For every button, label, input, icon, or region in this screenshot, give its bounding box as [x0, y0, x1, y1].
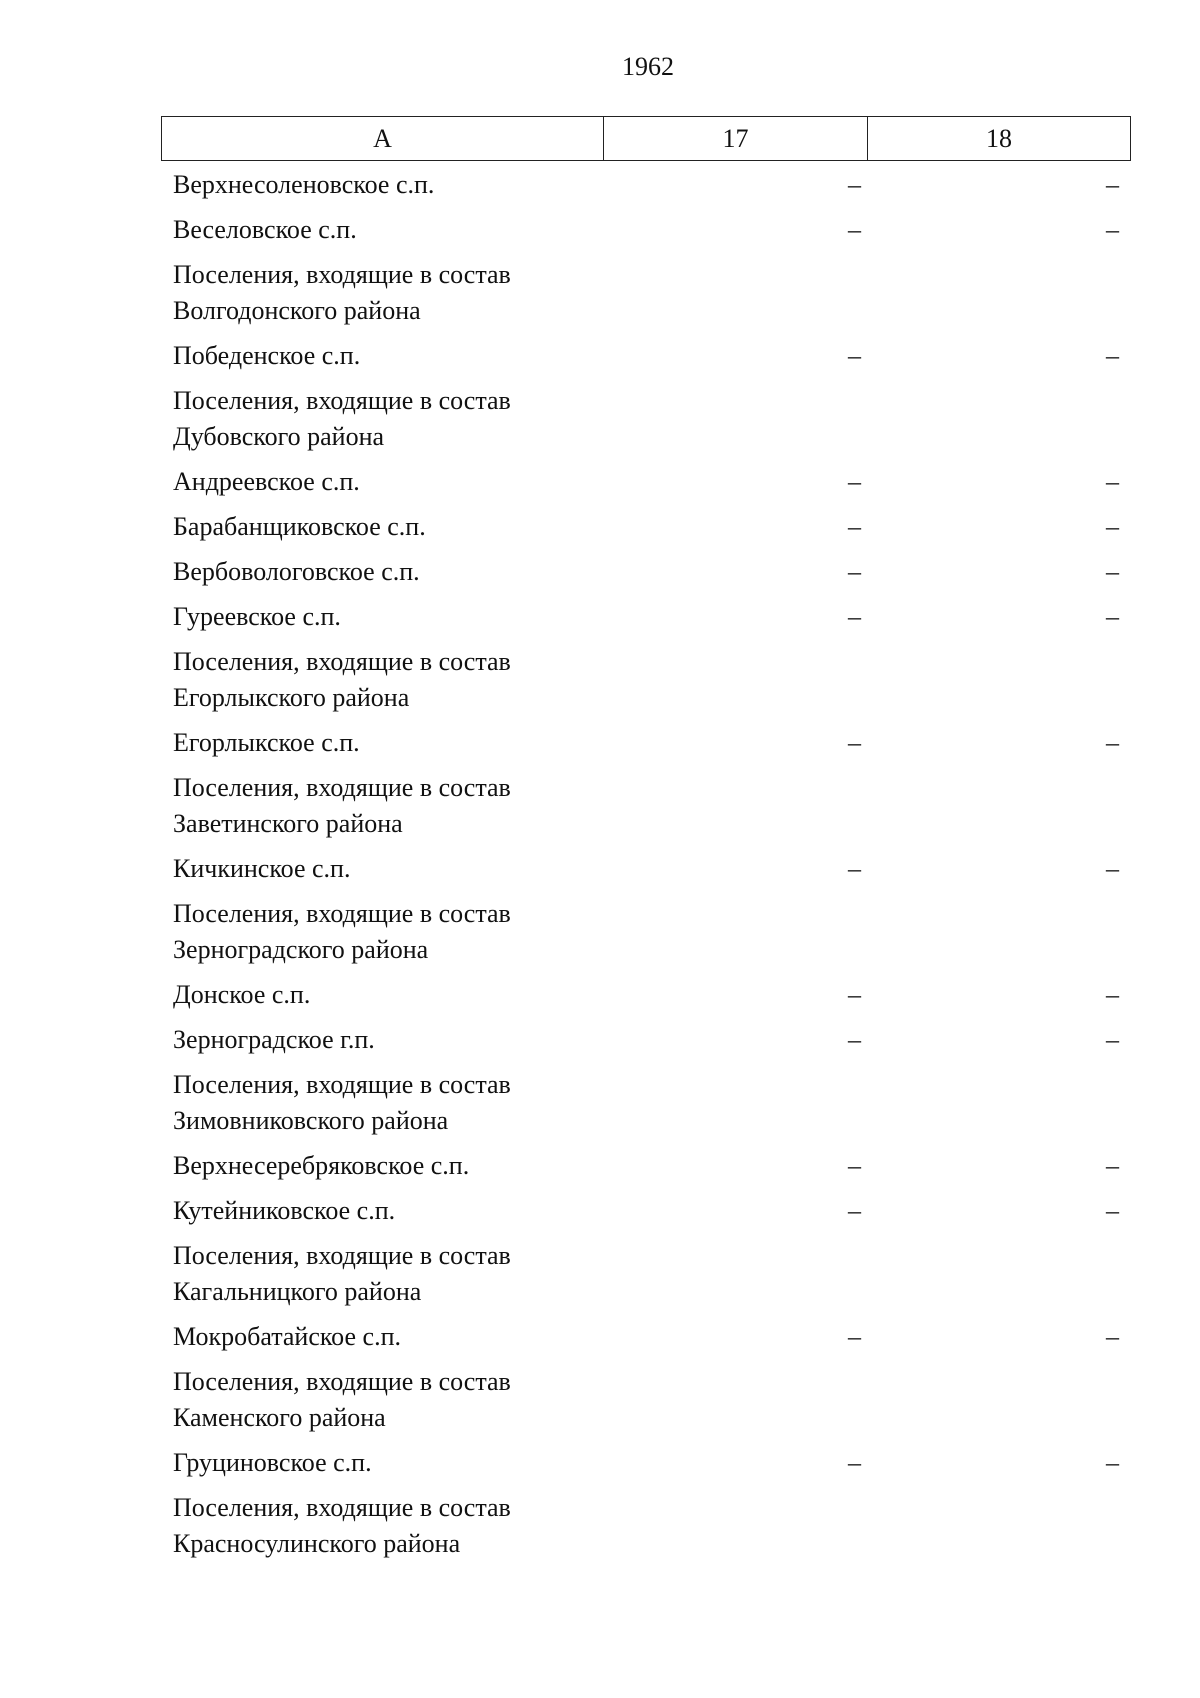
- value-17: –: [848, 1448, 861, 1477]
- value-17: –: [848, 512, 861, 541]
- group-heading-line-1: Поселения, входящие в состав: [173, 647, 511, 676]
- table-row: [161, 1022, 1131, 1058]
- value-17-cell: [603, 338, 867, 374]
- group-heading-row: [161, 1490, 1131, 1562]
- value-18: –: [1106, 1448, 1119, 1477]
- value-18-cell: [867, 212, 1131, 248]
- settlement-name: Зерноградское г.п.: [173, 1025, 375, 1054]
- group-heading-row: [161, 1364, 1131, 1436]
- value-17-cell: [603, 1148, 867, 1184]
- group-heading-line-1: Поселения, входящие в состав: [173, 773, 511, 802]
- group-heading-line-2: Егорлыкского района: [173, 683, 410, 712]
- value-17-cell: [603, 509, 867, 545]
- group-heading: [161, 383, 603, 455]
- group-heading-line-2: Дубовского района: [173, 422, 385, 451]
- group-heading-line-1: Поселения, входящие в состав: [173, 1070, 511, 1099]
- settlement-name: Верхнесоленовское с.п.: [173, 170, 435, 199]
- group-heading: [161, 770, 603, 842]
- value-17-cell: [603, 1319, 867, 1355]
- value-18: –: [1106, 1196, 1119, 1225]
- value-17: –: [848, 854, 861, 883]
- value-17-cell: [603, 464, 867, 500]
- group-heading-row: [161, 644, 1131, 716]
- group-heading: [161, 1238, 603, 1310]
- table-row: [161, 1193, 1131, 1229]
- settlement-name: Вербовологовское с.п.: [173, 557, 420, 586]
- value-18: –: [1106, 1151, 1119, 1180]
- value-17-cell: [603, 725, 867, 761]
- value-18-cell: [867, 977, 1131, 1013]
- group-heading-line-1: Поселения, входящие в состав: [173, 386, 511, 415]
- data-table: [161, 116, 1131, 1571]
- settlement-name: Кичкинское с.п.: [173, 854, 351, 883]
- value-18: –: [1106, 980, 1119, 1009]
- group-heading-line-2: Каменского района: [173, 1403, 386, 1432]
- value-18: –: [1106, 602, 1119, 631]
- value-18: –: [1106, 1322, 1119, 1351]
- value-18: –: [1106, 512, 1119, 541]
- column-header-17: 17: [604, 117, 868, 160]
- group-heading-row: [161, 770, 1131, 842]
- table-row: [161, 977, 1131, 1013]
- settlement-name: Андреевское с.п.: [173, 467, 360, 496]
- table-row: [161, 338, 1131, 374]
- group-heading: [161, 257, 603, 329]
- value-17-cell: [603, 1022, 867, 1058]
- value-17: –: [848, 170, 861, 199]
- value-18: –: [1106, 467, 1119, 496]
- group-heading-row: [161, 383, 1131, 455]
- group-heading-row: [161, 896, 1131, 968]
- group-heading: [161, 896, 603, 968]
- value-18: –: [1106, 341, 1119, 370]
- group-heading-line-2: Кагальницкого района: [173, 1277, 422, 1306]
- value-17: –: [848, 980, 861, 1009]
- table-row: [161, 1445, 1131, 1481]
- table-row: [161, 464, 1131, 500]
- value-18-cell: [867, 599, 1131, 635]
- settlement-name: Барабанщиковское с.п.: [173, 512, 426, 541]
- value-17: –: [848, 728, 861, 757]
- value-18: –: [1106, 557, 1119, 586]
- column-header-18: 18: [986, 123, 1012, 153]
- value-17-cell: [603, 167, 867, 203]
- group-heading-line-2: Зерноградского района: [173, 935, 429, 964]
- group-heading-line-2: Заветинского района: [173, 809, 403, 838]
- table-row: [161, 554, 1131, 590]
- group-heading-line-2: Зимовниковского района: [173, 1106, 449, 1135]
- settlement-name: Донское с.п.: [173, 980, 311, 1009]
- group-heading-line-1: Поселения, входящие в состав: [173, 1241, 511, 1270]
- value-17: –: [848, 602, 861, 631]
- group-heading-line-1: Поселения, входящие в состав: [173, 899, 511, 928]
- settlement-name: Веселовское с.п.: [173, 215, 357, 244]
- table-row: [161, 509, 1131, 545]
- table-row: [161, 851, 1131, 887]
- value-17-cell: [603, 554, 867, 590]
- value-17: –: [848, 341, 861, 370]
- value-17: –: [848, 1151, 861, 1180]
- value-17-cell: [603, 599, 867, 635]
- value-18-cell: [867, 1193, 1131, 1229]
- group-heading-line-1: Поселения, входящие в состав: [173, 260, 511, 289]
- value-17-cell: [603, 212, 867, 248]
- settlement-name: Груциновское с.п.: [173, 1448, 372, 1477]
- table-row: [161, 167, 1131, 203]
- value-18: –: [1106, 728, 1119, 757]
- group-heading: [161, 1364, 603, 1436]
- table-body: [161, 167, 1131, 1562]
- group-heading: [161, 1490, 603, 1562]
- value-18-cell: [867, 1319, 1131, 1355]
- group-heading: [161, 1067, 603, 1139]
- value-18: –: [1106, 854, 1119, 883]
- value-17-cell: [603, 851, 867, 887]
- value-18-cell: [867, 554, 1131, 590]
- value-18: –: [1106, 215, 1119, 244]
- value-18: –: [1106, 1025, 1119, 1054]
- settlement-name: Гуреевское с.п.: [173, 602, 341, 631]
- group-heading-row: [161, 1067, 1131, 1139]
- group-heading-line-2: Красносулинского района: [173, 1529, 461, 1558]
- settlement-name: Мокробатайское с.п.: [173, 1322, 401, 1351]
- table-row: [161, 599, 1131, 635]
- value-17: –: [848, 215, 861, 244]
- group-heading: [161, 644, 603, 716]
- value-18-cell: [867, 1022, 1131, 1058]
- group-heading-line-2: Волгодонского района: [173, 296, 421, 325]
- value-18-cell: [867, 851, 1131, 887]
- value-18-cell: [867, 725, 1131, 761]
- table-row: [161, 1148, 1131, 1184]
- value-18: –: [1106, 170, 1119, 199]
- table-header: [161, 116, 1131, 161]
- value-17: –: [848, 1025, 861, 1054]
- table-row: [161, 725, 1131, 761]
- group-heading-row: [161, 1238, 1131, 1310]
- page-number: 1962: [622, 52, 674, 81]
- settlement-name: Победенское с.п.: [173, 341, 361, 370]
- group-heading-row: [161, 257, 1131, 329]
- value-17-cell: [603, 977, 867, 1013]
- value-18-cell: [867, 464, 1131, 500]
- value-17-cell: [603, 1193, 867, 1229]
- settlement-name: Егорлыкское с.п.: [173, 728, 360, 757]
- value-17: –: [848, 557, 861, 586]
- value-18-cell: [867, 1148, 1131, 1184]
- value-17-cell: [603, 1445, 867, 1481]
- group-heading-line-1: Поселения, входящие в состав: [173, 1493, 511, 1522]
- table-row: [161, 212, 1131, 248]
- column-header-a: А: [162, 117, 604, 160]
- value-17: –: [848, 1196, 861, 1225]
- value-18-cell: [867, 509, 1131, 545]
- group-heading-line-1: Поселения, входящие в состав: [173, 1367, 511, 1396]
- value-17: –: [848, 1322, 861, 1351]
- settlement-name: Верхнесеребряковское с.п.: [173, 1151, 470, 1180]
- table-row: [161, 1319, 1131, 1355]
- settlement-name: Кутейниковское с.п.: [173, 1196, 396, 1225]
- value-18-cell: [867, 167, 1131, 203]
- value-18-cell: [867, 338, 1131, 374]
- value-18-cell: [867, 1445, 1131, 1481]
- value-17: –: [848, 467, 861, 496]
